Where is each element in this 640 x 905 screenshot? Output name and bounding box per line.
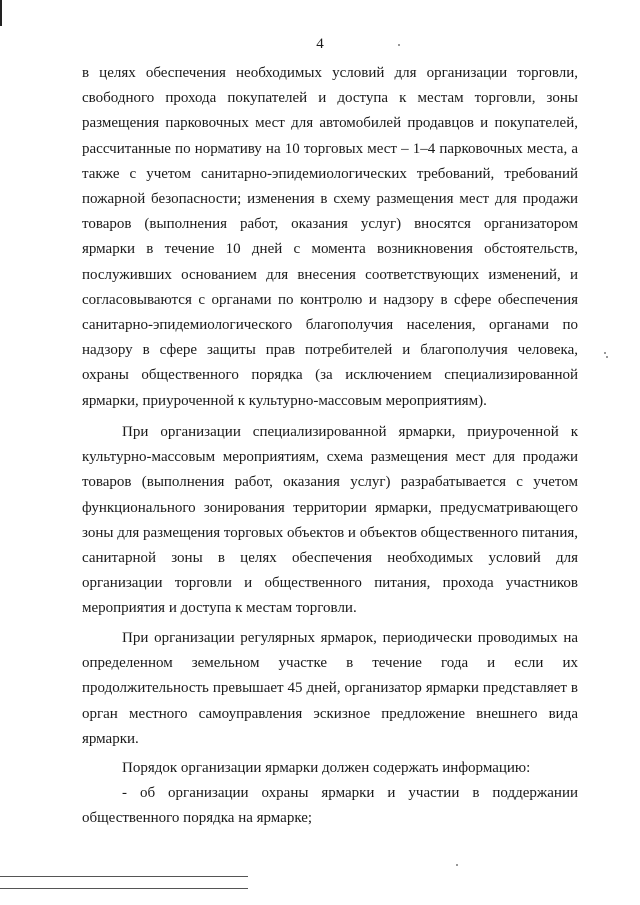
paragraph-procedure-intro	[82, 756, 578, 781]
paragraph-text: Порядок организации ярмарки должен содержать информацию:	[122, 760, 531, 776]
paragraph-text: в целях обеспечения необходимых условий для организации торговли, свободного прохода покупателей и доступа к местам торговли, зоны размещения парковочных мест для автомобилей продавцов и покупателей, рассчитанные по нормативу на 10 торговых мест – 1–4 парковочных места, а также с учетом санитарно-эпидемиологических требований, требований пожарной безопасности; изменения в схему размещения мест для продажи товаров (выполнения работ, оказания услуг) вносятся организатором ярмарки в течение 10 дней с момента возникновения обстоятельств, послуживших основанием для внесения соответствующих изменений, и согласовываются с органами по контролю и надзору в сфере обеспечения санитарно-эпидемиологического благополучия населения, органами по надзору в сфере защиты прав потребителей и благополучия человека, охраны общественного порядка (за исключением специализированной ярмарки, приуроченной к культурно-массовым мероприятиям).	[82, 65, 578, 409]
list-item-text: - об организации охраны ярмарки и участии в поддержании общественного порядка на ярмарке;	[82, 785, 578, 827]
list-item-security	[82, 781, 578, 831]
scan-speck	[606, 356, 608, 358]
scan-speck	[604, 352, 606, 354]
paragraph-specialized-fair	[82, 420, 578, 622]
scan-artifact-line	[0, 876, 248, 877]
paragraph-regular-fairs	[82, 626, 578, 752]
scan-speck	[398, 44, 400, 46]
scan-artifact-line	[0, 888, 248, 889]
paragraph-text: При организации регулярных ярмарок, периодически проводимых на определенном земельном участке в течение года и если их продолжительность превышает 45 дней, организатор ярмарки представляет в орган местного самоуправления эскизное предложение внешнего вида ярмарки.	[82, 630, 578, 747]
page-number: 4	[316, 36, 324, 52]
paragraph-text: При организации специализированной ярмарки, приуроченной к культурно-массовым мероприятиям, схема размещения мест для продажи товаров (выполнения работ, оказания услуг) разрабатывается с учетом функционального зонирования территории ярмарки, предусматривающего зоны для размещения торговых объектов и объектов общественного питания, санитарной зоны в целях обеспечения необходимых условий для организации торговли и общественного питания, прохода участников мероприятия и доступа к местам торговли.	[82, 424, 578, 617]
scan-speck	[456, 864, 458, 866]
paragraph-parking-zones	[82, 61, 578, 414]
scan-edge-mark	[0, 0, 2, 26]
